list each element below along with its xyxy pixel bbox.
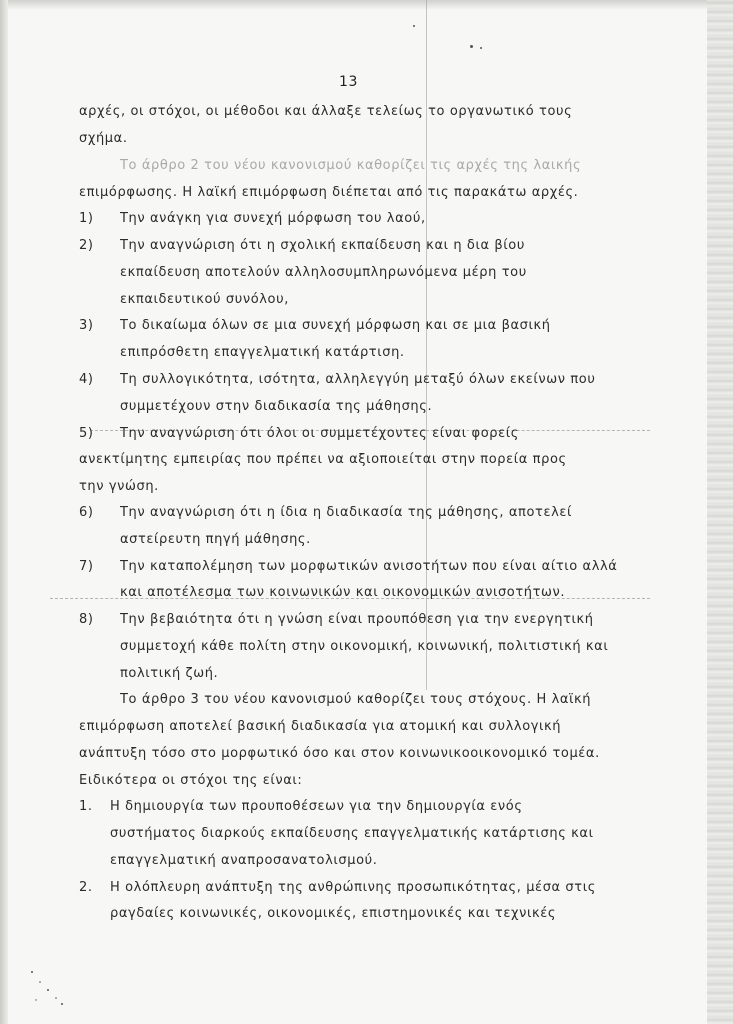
list-marker: 8) [79,612,94,627]
list-marker: 6) [79,505,94,520]
text-line: Την βεβαιότητα ότι η γνώση είναι προυπόθεση για την ενεργητική [120,612,594,627]
text-line: ανεκτίμητης εμπειρίας που πρέπει να αξιοποιείται στην πορεία προς [79,452,567,467]
text-line: αρχές, οι στόχοι, οι μέθοδοι και άλλαξε τελείως το οργανωτικό τους [79,104,573,119]
scan-right-edge [707,0,733,1024]
text-line: Την αναγνώριση ότι η ίδια η διαδικασία της μάθησης, αποτελεί [120,505,572,520]
text-line: ραγδαίες κοινωνικές, οικονομικές, επιστημονικές και τεχνικές [110,906,557,921]
text-line: επιπρόσθετη επαγγελματική κατάρτιση. [120,345,405,360]
page-number: 13 [339,74,359,90]
text-line: συμμετοχή κάθε πολίτη στην οικονομική, κοινωνική, πολιτιστική και [120,639,609,654]
text-line: Την καταπολέμηση των μορφωτικών ανισοτήτων που είναι αίτιο αλλά [120,559,618,574]
scan-noise [22,960,82,1010]
text-line: ανάπτυξη τόσο στο μορφωτικό όσο και στον κοινωνικοοικονομικό τομέα. [79,746,600,761]
text-line: Το άρθρο 2 του νέου κανονισμού καθορίζει τις αρχές της λαικής [120,158,582,173]
text-line: Το δικαίωμα όλων σε μια συνεχή μόρφωση και σε μια βασική [120,318,551,333]
text-line: Την αναγνώριση ότι η σχολική εκπαίδευση και η δια βίου [120,238,525,253]
list-marker: 4) [79,372,94,387]
text-line: επαγγελματική αναπροσανατολισμού. [110,853,378,868]
text-line: επιμόρφωση αποτελεί βασική διαδικασία για ατομική και συλλογική [79,719,562,734]
text-line: εκπαιδευτικού συνόλου, [120,292,289,307]
text-line: Το άρθρο 3 του νέου κανονισμού καθορίζει τους στόχους. Η λαϊκή [120,692,592,707]
list-marker: 2) [79,238,94,253]
list-marker: 5) [79,426,94,441]
scan-speck [470,45,473,48]
text-line: Τη συλλογικότητα, ισότητα, αλληλεγγύη μεταξύ όλων εκείνων που [120,372,596,387]
list-marker: 1. [79,799,93,814]
text-line: συμμετέχουν στην διαδικασία της μάθησης. [120,399,433,414]
scan-speck [413,25,415,27]
text-line: συστήματος διαρκούς εκπαίδευσης επαγγελματικής κατάρτισης και [110,826,594,841]
text-line: σχήμα. [79,131,128,146]
text-line: αστείρευτη πηγή μάθησης. [120,532,311,547]
text-line: την γνώση. [79,479,159,494]
list-marker: 3) [79,318,94,333]
text-line: και αποτέλεσμα των κοινωνικών και οικονομικών ανισοτήτων. [120,585,566,600]
text-line: επιμόρφωσης. Η λαϊκή επιμόρφωση διέπεται από τις παρακάτω αρχές. [79,185,579,200]
list-marker: 1) [79,211,94,226]
list-marker: 2. [79,880,93,895]
text-line: Ειδικότερα οι στόχοι της είναι: [79,773,303,788]
scan-left-edge [0,0,8,1024]
text-line: Την ανάγκη για συνεχή μόρφωση του λαού, [120,211,426,226]
scan-speck [480,47,482,49]
scan-top-edge [0,0,733,10]
text-line: Την αναγνώριση ότι όλοι οι συμμετέχοντες είναι φορείς [120,426,519,441]
list-marker: 7) [79,559,94,574]
text-line: πολιτική ζωή. [120,666,219,681]
text-line: Η ολόπλευρη ανάπτυξη της ανθρώπινης προσωπικότητας, μέσα στις [110,880,596,895]
text-line: Η δημιουργία των προυποθέσεων για την δημιουργία ενός [110,799,523,814]
text-line: εκπαίδευση αποτελούν αλληλοσυμπληρωνόμενα μέρη του [120,265,527,280]
